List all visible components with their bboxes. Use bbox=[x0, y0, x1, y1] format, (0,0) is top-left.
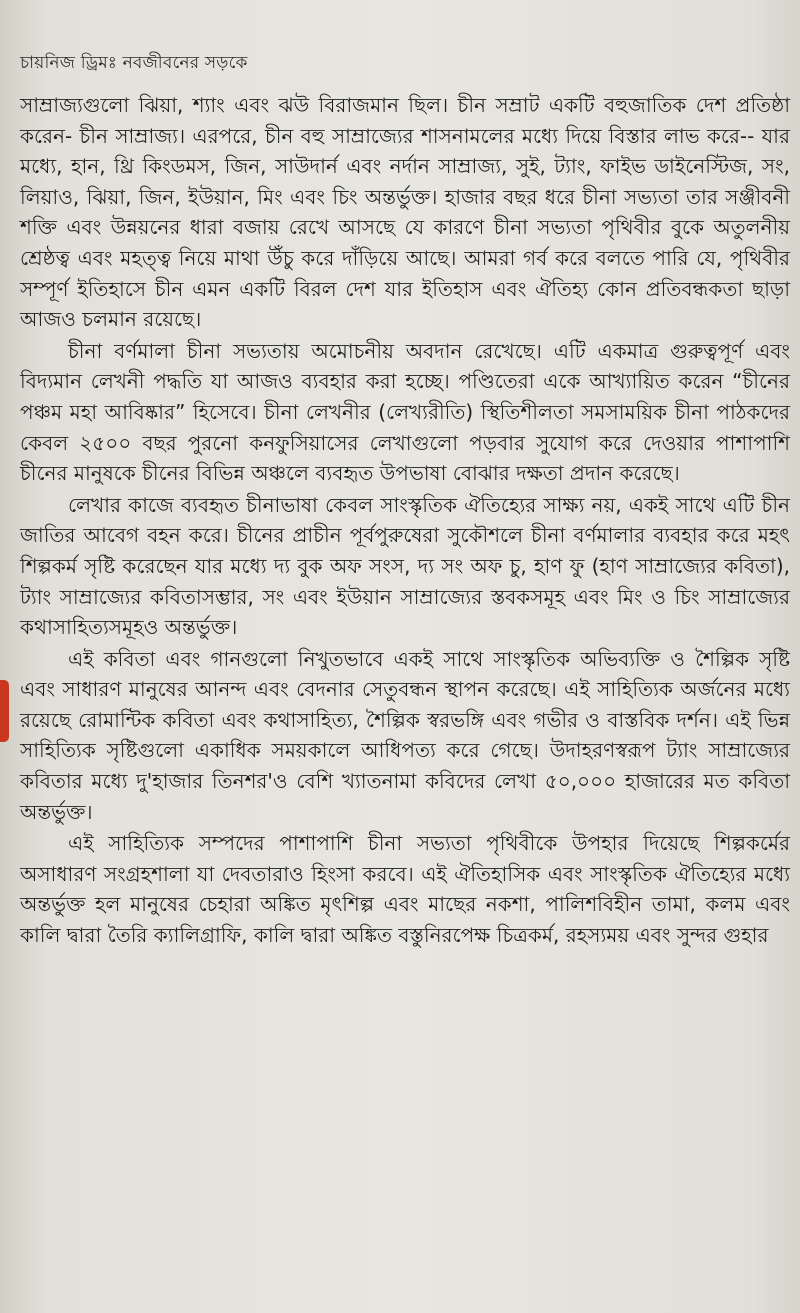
paragraph: চীনা বর্ণমালা চীনা সভ্যতায় অমোচনীয় অবদান রেখেছে। এটি একমাত্র গুরুত্বপূর্ণ এবং বিদ্যমান লেখনী পদ্ধতি যা আজও ব্যবহার করা হচ্ছে। পণ্ডিতেরা একে আখ্যায়িত করেন “চীনের পঞ্চম মহা আবিষ্কার” হিসেবে। চীনা লেখনীর (লেখ্যরীতি) স্থিতিশীলতা সমসাময়িক চীনা পাঠকদের কেবল ২৫০০ বছর পুরনো কনফুসিয়াসের লেখাগুলো পড়বার সুযোগ করে দেওয়ার পাশাপাশি চীনের মানুষকে চীনের বিভিন্ন অঞ্চলে ব্যবহৃত উপভাষা বোঝার দক্ষতা প্রদান করেছে। bbox=[20, 338, 790, 486]
page-edge-tab bbox=[0, 680, 9, 742]
running-head: চায়নিজ ড্রিমঃ নবজীবনের সড়কে bbox=[20, 53, 248, 73]
paragraph: সাম্রাজ্যগুলো ঝিয়া, শ্যাং এবং ঝউ বিরাজমান ছিল। চীন সম্রাট একটি বহুজাতিক দেশ প্রতিষ্ঠা করেন- চীন সাম্রাজ্য। এরপরে, চীন বহু সাম্রাজ্যের শাসনামলের মধ্যে দিয়ে বিস্তার লাভ করে-- যার মধ্যে, হান, থ্রি কিংডমস, জিন, সাউদার্ন এবং নর্দান সাম্রাজ্য, সুই, ট্যাং, ফাইভ ডাইনেস্টিজ, সং, লিয়াও, ঝিয়া, জিন, ইউয়ান, মিং এবং চিং অন্তর্ভুক্ত। হাজার বছর ধরে চীনা সভ্যতা তার সঞ্জীবনী শক্তি এবং উন্নয়নের ধারা বজায় রেখে আসছে যে কারণে চীনা সভ্যতা পৃথিবীর বুকে অতুলনীয় শ্রেষ্ঠত্ব এবং মহত্ত্ব নিয়ে মাথা উঁচু করে দাঁড়িয়ে আছে। আমরা গর্ব করে বলতে পারি যে, পৃথিবীর সম্পূর্ণ ইতিহাসে চীন এমন একটি বিরল দেশ যার ইতিহাস এবং ঐতিহ্য কোন প্রতিবন্ধকতা ছাড়া আজও চলমান রয়েছে। bbox=[20, 93, 790, 332]
paragraph: এই সাহিত্যিক সম্পদের পাশাপাশি চীনা সভ্যতা পৃথিবীকে উপহার দিয়েছে শিল্পকর্মের অসাধারণ সংগ্রহশালা যা দেবতারাও হিংসা করবে। এই ঐতিহাসিক এবং সাংস্কৃতিক ঐতিহ্যের মধ্যে অন্তর্ভুক্ত হল মানুষের চেহারা অঙ্কিত মৃৎশিল্প এবং মাছের নকশা, পালিশবিহীন তামা, কলম এবং কালি দ্বারা তৈরি ক্যালিগ্রাফি, কালি দ্বারা অঙ্কিত বস্তুনিরপেক্ষ চিত্রকর্ম, রহস্যময় এবং সুন্দর গুহার bbox=[20, 831, 790, 948]
paragraph: লেখার কাজে ব্যবহৃত চীনাভাষা কেবল সাংস্কৃতিক ঐতিহ্যের সাক্ষ্য নয়, একই সাথে এটি চীন জাতির আবেগ বহন করে। চীনের প্রাচীন পূর্বপুরুষেরা সুকৌশলে চীনা বর্ণমালার ব্যবহার করে মহৎ শিল্পকর্ম সৃষ্টি করেছেন যার মধ্যে দ্য বুক অফ সংস, দ্য সং অফ চু, হাণ ফু (হাণ সাম্রাজ্যের কবিতা), ট্যাং সাম্রাজ্যের কবিতাসম্ভার, সং এবং ইউয়ান সাম্রাজ্যের স্তবকসমূহ এবং মিং ও চিং সাম্রাজ্যের কথাসাহিত্যসমূহও অন্তর্ভুক্ত। bbox=[20, 492, 790, 640]
body-text bbox=[20, 90, 790, 951]
paragraph: এই কবিতা এবং গানগুলো নিখুতভাবে একই সাথে সাংস্কৃতিক অভিব্যক্তি ও শৈল্পিক সৃষ্টি এবং সাধারণ মানুষের আনন্দ এবং বেদনার সেতুবন্ধন স্থাপন করেছে। এই সাহিত্যিক অর্জনের মধ্যে রয়েছে রোমান্টিক কবিতা এবং কথাসাহিত্য, শৈল্পিক স্বরভঙ্গি এবং গভীর ও বাস্তবিক দর্শন। এই ভিন্ন সাহিত্যিক সৃষ্টিগুলো একাধিক সময়কালে আধিপত্য করে গেছে। উদাহরণস্বরূপ ট্যাং সাম্রাজ্যের কবিতার মধ্যে দু'হাজার তিনশর'ও বেশি খ্যাতনামা কবিদের লেখা ৫০,০০০ হাজারের মত কবিতা অন্তর্ভুক্ত। bbox=[20, 646, 790, 824]
